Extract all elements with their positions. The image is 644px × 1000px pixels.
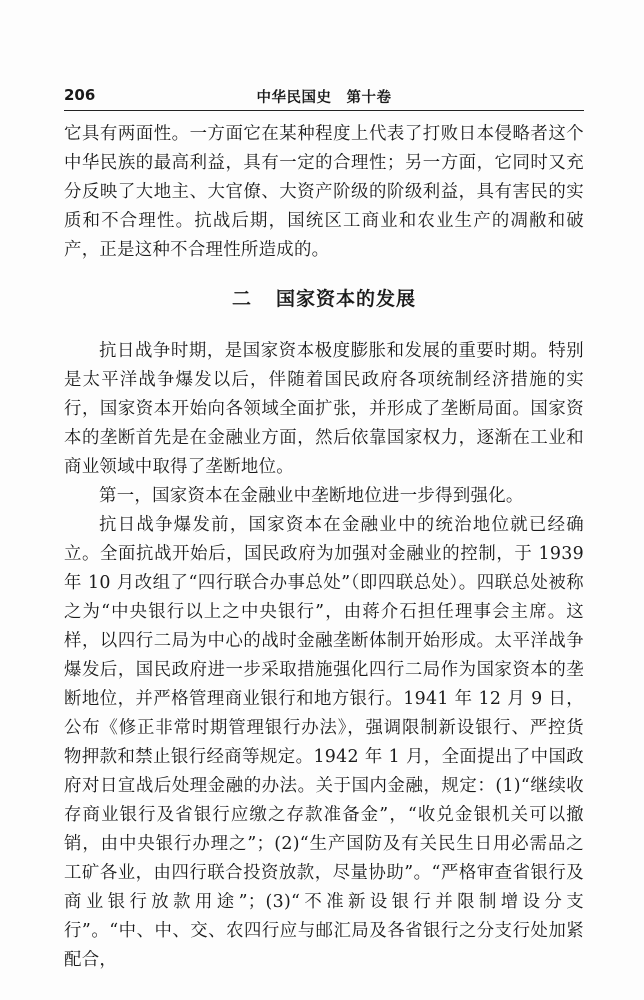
section-title: 国家资本的发展 [276,288,417,310]
body-text [64,120,584,975]
page-header [64,84,584,108]
section-heading [64,283,584,315]
section-number: 二 [231,288,252,310]
paragraph-1: 抗日战争时期，是国家资本极度膨胀和发展的重要时期。特别是太平洋战争爆发以后，伴随着国民政府各项统制经济措施的实行，国家资本开始向各领域全面扩张，并形成了垄断局面。国家资本的垄断首先是在金融业方面，然后依靠国家权力，逐渐在工业和商业领域中取得了垄断地位。 [64,341,584,477]
paragraph-3: 抗日战争爆发前，国家资本在金融业中的统治地位就已经确立。全面抗战开始后，国民政府为加强对金融业的控制，于 1939 年 10 月改组了“四行联合办事总处”（即四联总处）。四联总处被称之为“中央银行以上之中央银行”，由蒋介石担任理事会主席。这样，以四行二局为中心的战时金融垄断体制开始形成。太平洋战争爆发后，国民政府进一步采取措施强化四行二局作为国家资本的垄断地位，并严格管理商业银行和地方银行。1941 年 12 月 9 日，公布《修正非常时期管理银行办法》，强调限制新设银行、严控货物押款和禁止银行经商等规定。1942 年 1 月，全面提出了中国政府对日宣战后处理金融的办法。关于国内金融，规定：(1)“继续收存商业银行及省银行应缴之存款准备金”，“收兑金银机关可以撤销，由中央银行办理之”；(2)“生产国防及有关民生日用必需品之工矿各业，由四行联合投资放款，尽量协助”。“严格审查省银行及商业银行放款用途”；(3)“不准新设银行并限制增设分支行”。“中、中、交、农四行应与邮汇局及各省银行之分支行处加紧配合， [64,515,584,970]
page-number: 206 [64,86,96,104]
paragraph-intro: 它具有两面性。一方面它在某种程度上代表了打败日本侵略者这个中华民族的最高利益，具有一定的合理性；另一方面，它同时又充分反映了大地主、大官僚、大资产阶级的阶级利益，具有害民的实质和不合理性。抗战后期，国统区工商业和农业生产的凋敝和破产，正是这种不合理性所造成的。 [64,124,584,260]
running-title: 中华民国史 第十卷 [256,90,392,106]
header-rule [64,110,584,111]
paragraph-2: 第一，国家资本在金融业中垄断地位进一步得到强化。 [99,486,524,506]
